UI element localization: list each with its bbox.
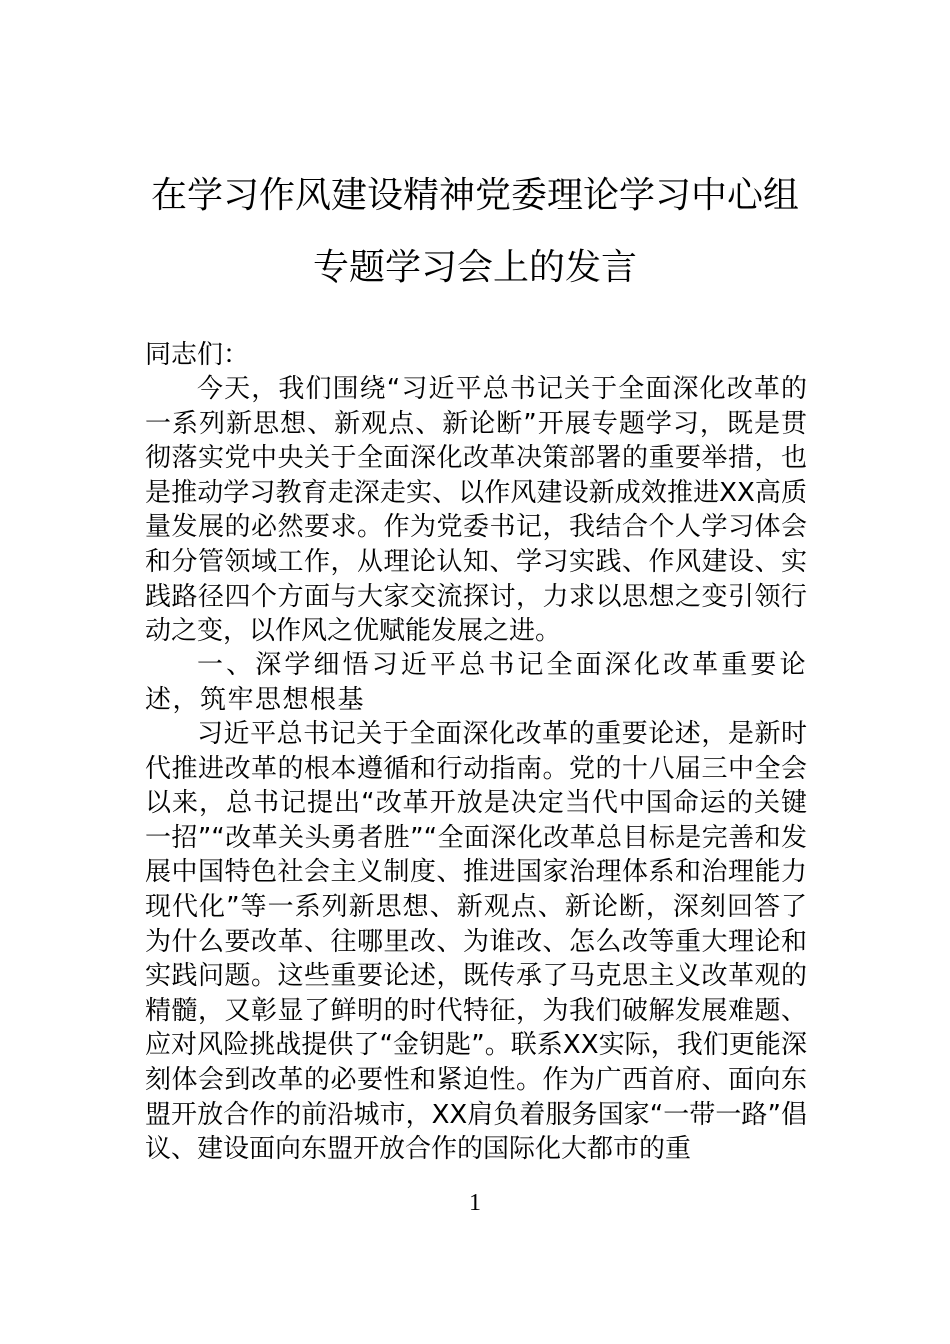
salutation: 同志们： bbox=[145, 340, 250, 370]
paragraph-section-1: 习近平总书记关于全面深化改革的重要论述，是新时代推进改革的根本遵循和行动指南。党的十八届三中全会以来，总书记提出“改革开放是决定当代中国命运的关键一招”“改革关头勇者胜”“全面深化改革总目标是完善和发展中国特色社会主义制度、推进国家治理体系和治理能力现代化”等一系列新思想、新观点、新论断，深刻回答了为什么要改革、往哪里改、为谁改、怎么改等重大理论和实践问题。这些重要论述，既传承了马克思主义改革观的精髓，又彰显了鲜明的时代特征，为我们破解发展难题、应对风险挑战提供了“金钥匙”。联系XX实际，我们更能深刻体会到改革的必要性和紧迫性。作为广西首府、面向东盟开放合作的前沿城市，XX肩负着服务国家“一带一路”倡议、建设面向东盟开放合作的国际化大都市的重 bbox=[145, 719, 807, 1165]
document-title-line-2: 专题学习会上的发言 bbox=[312, 247, 637, 288]
paragraph-intro: 今天，我们围绕“习近平总书记关于全面深化改革的一系列新思想、新观点、新论断”开展专题学习，既是贯彻落实党中央关于全面深化改革决策部署的重要举措，也是推动学习教育走深走实、以作风建设新成效推进XX高质量发展的必然要求。作为党委书记，我结合个人学习体会和分管领域工作，从理论认知、学习实践、作风建设、实践路径四个方面与大家交流探讨，力求以思想之变引领行动之变，以作风之优赋能发展之进。 bbox=[145, 374, 807, 647]
page-number: 1 bbox=[469, 1190, 481, 1216]
section-heading-1: 一、深学细悟习近平总书记全面深化改革重要论述，筑牢思想根基 bbox=[145, 650, 807, 715]
document-title-line-1: 在学习作风建设精神党委理论学习中心组 bbox=[150, 175, 799, 216]
